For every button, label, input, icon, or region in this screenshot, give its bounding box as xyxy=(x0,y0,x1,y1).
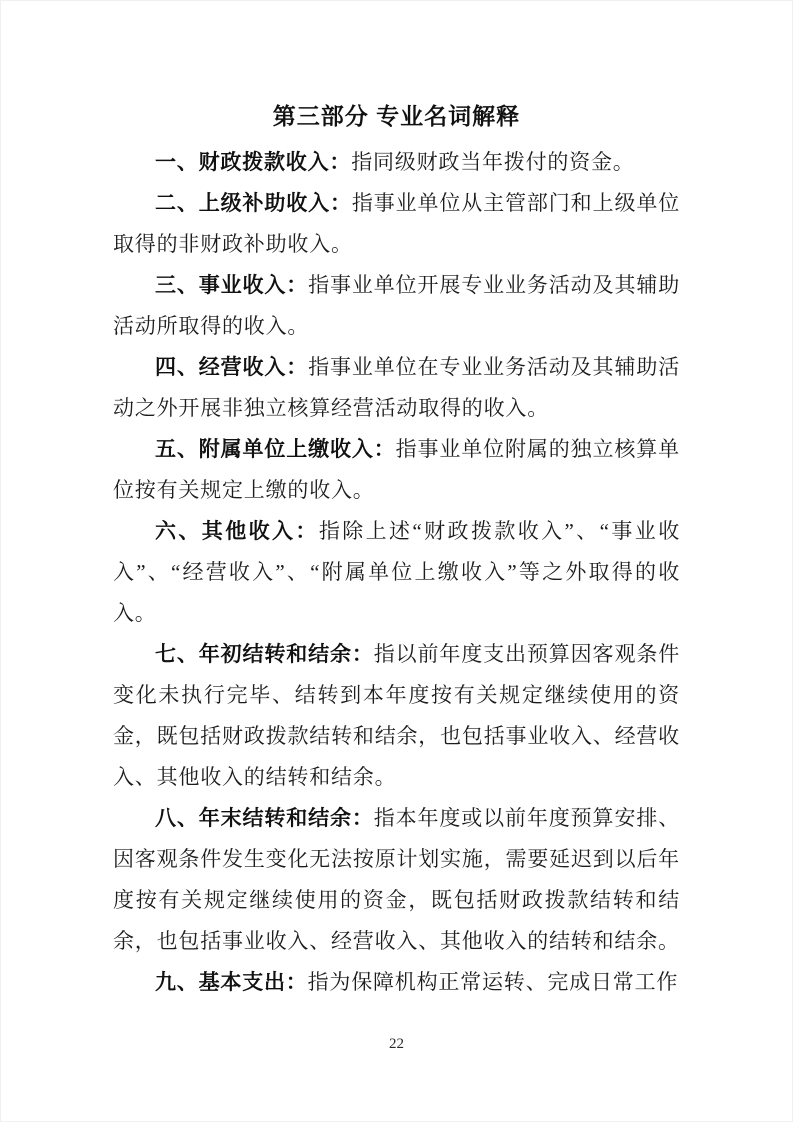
term-label: 八、年末结转和结余： xyxy=(155,806,374,830)
definition-text: 指为保障机构正常运转、完成日常工作 xyxy=(307,970,679,994)
document-body xyxy=(113,94,680,1003)
definition-paragraph xyxy=(113,634,680,798)
term-label: 一、财政拨款收入： xyxy=(155,150,352,174)
definition-paragraph xyxy=(113,798,680,962)
definition-text: 指除上述“财政拨款收入”、“事业收入”、“经营收入”、“附属单位上缴收入”等之外取得的收入。 xyxy=(113,519,680,625)
definition-text: 指事业单位在专业业务活动及其辅助活动之外开展非独立核算经营活动取得的收入。 xyxy=(113,355,680,420)
definition-paragraph xyxy=(113,429,680,511)
definition-paragraph xyxy=(113,347,680,429)
definition-text: 指本年度或以前年度预算安排、因客观条件发生变化无法按原计划实施，需要延迟到以后年度按有关规定继续使用的资金，既包括财政拨款结转和结余，也包括事业收入、经营收入、其他收入的结转和结余。 xyxy=(113,806,680,953)
term-label: 三、事业收入： xyxy=(155,273,309,297)
term-label: 六、其他收入： xyxy=(155,519,319,543)
definition-paragraph xyxy=(113,183,680,265)
definition-paragraph xyxy=(113,962,680,1003)
definition-text: 指事业单位从主管部门和上级单位取得的非财政补助收入。 xyxy=(113,191,680,256)
term-label: 九、基本支出： xyxy=(155,970,308,994)
definition-text: 指同级财政当年拨付的资金。 xyxy=(351,150,635,174)
term-label: 二、上级补助收入： xyxy=(155,191,352,215)
definition-paragraph xyxy=(113,142,680,183)
term-label: 五、附属单位上缴收入： xyxy=(155,437,396,461)
page-title: 第三部分 专业名词解释 xyxy=(272,103,521,129)
definition-paragraph xyxy=(113,265,680,347)
definition-paragraph xyxy=(113,511,680,634)
term-label: 四、经营收入： xyxy=(155,355,309,379)
definition-text: 指以前年度支出预算因客观条件变化未执行完毕、结转到本年度按有关规定继续使用的资金，既包括财政拨款结转和结余，也包括事业收入、经营收入、其他收入的结转和结余。 xyxy=(113,642,680,789)
term-label: 七、年初结转和结余： xyxy=(155,642,374,666)
definition-text: 指事业单位附属的独立核算单位按有关规定上缴的收入。 xyxy=(113,437,680,502)
page-number: 22 xyxy=(389,1036,404,1052)
definition-text: 指事业单位开展专业业务活动及其辅助活动所取得的收入。 xyxy=(113,273,680,338)
